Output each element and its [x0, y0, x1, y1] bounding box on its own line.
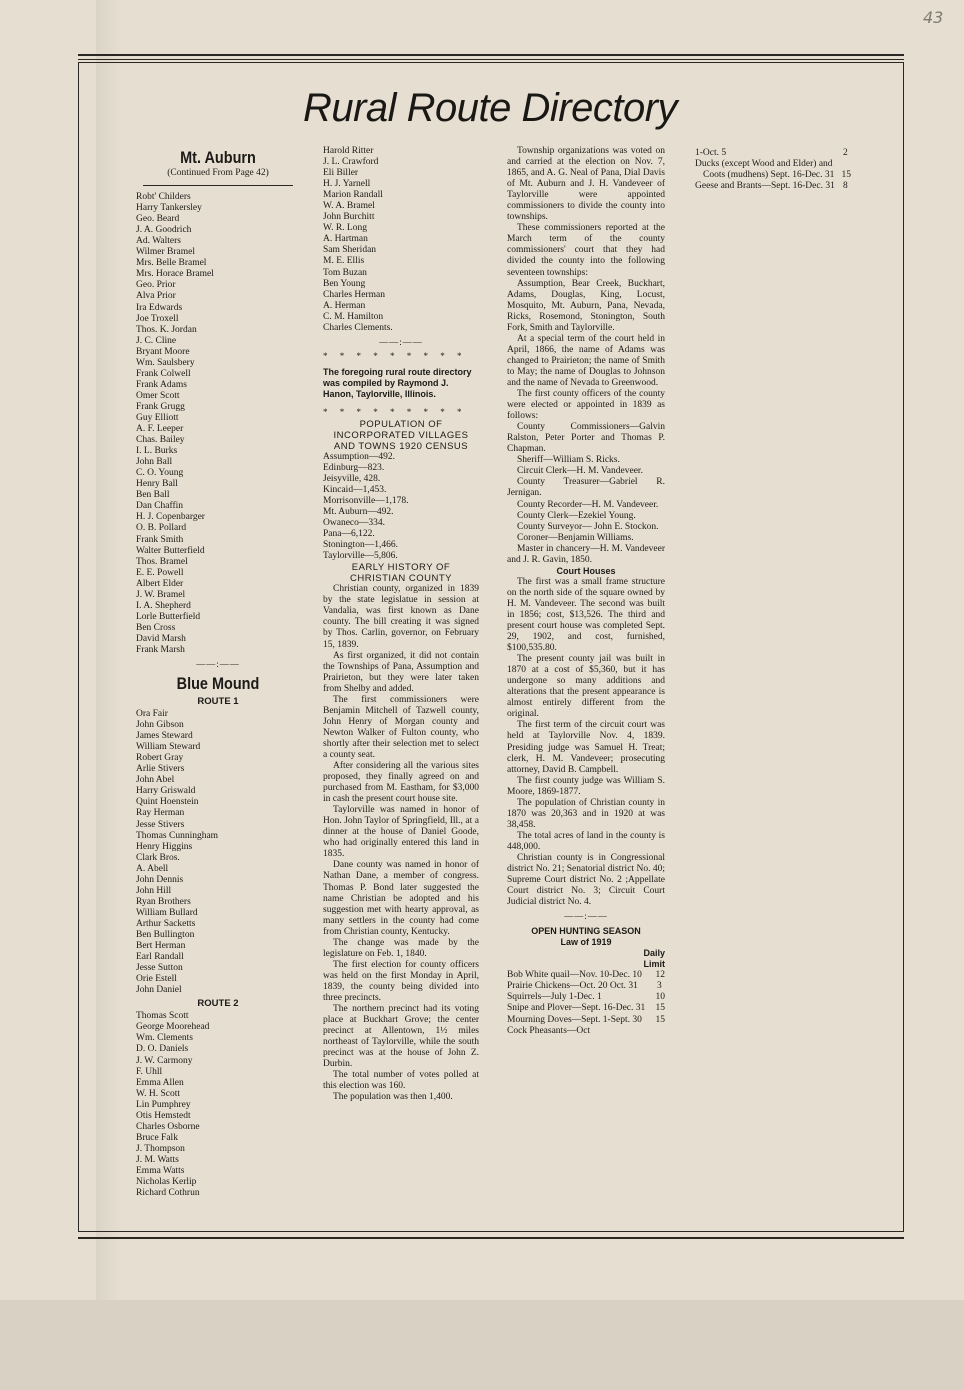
- resident-name: Charles Herman: [323, 289, 385, 300]
- resident-name: Robt' Childers: [136, 192, 191, 203]
- resident-name: Thos. Bramel: [136, 556, 188, 567]
- paragraph: After considering all the various sites proposed, they finally agreed on and purchased from M. Eastham, for $3,000 in cash the present court house site.: [323, 761, 479, 805]
- resident-name: A. F. Leeper: [136, 424, 184, 435]
- divider: [143, 185, 293, 186]
- paragraph: The northern precinct had its voting place at Buckhart Grove; the center precinct at Allentown, 1½ miles northeast of Taylorville, while the south precinct was at the house of John Z. Durbin.: [323, 1004, 479, 1070]
- route-1-label: ROUTE 1: [197, 696, 239, 708]
- resident-name: Geo. Prior: [136, 280, 176, 291]
- resident-name: William Steward: [136, 742, 201, 753]
- resident-name: Dan Chaffin: [136, 501, 184, 512]
- daily-limit-value: 15: [655, 1014, 665, 1025]
- resident-name: John Daniel: [136, 985, 182, 996]
- resident-name: John Hill: [136, 885, 172, 896]
- resident-name: Orie Estell: [136, 974, 177, 985]
- resident-name: Alva Prior: [136, 291, 176, 302]
- resident-name: Lorle Butterfield: [136, 611, 201, 622]
- daily-limit-value: 10: [655, 992, 665, 1003]
- resident-name: Frank Smith: [136, 534, 184, 545]
- hunting-entry: [507, 1015, 665, 1026]
- resident-name: Wilmer Bramel: [136, 247, 195, 258]
- top-rule: [78, 54, 904, 56]
- resident-name: Ben Cross: [136, 622, 176, 633]
- paragraph: At a special term of the court held in April, 1866, the name of Adams was changed to Prairieton; the name of Smith to May; the name of Douglas to Johnson and the name of Nevada to Greenwood.: [507, 333, 665, 388]
- resident-name: M. E. Ellis: [323, 256, 365, 267]
- resident-name: Richard Cothrun: [136, 1188, 200, 1199]
- resident-name: J. A. Goodrich: [136, 225, 192, 236]
- page-title: Rural Route Directory: [302, 86, 678, 130]
- history-text: [323, 584, 479, 1103]
- population-heading: POPULATION OF INCORPORATED VILLAGES AND TOWNS 1920 CENSUS: [333, 418, 469, 452]
- resident-name: Marion Randall: [323, 190, 383, 201]
- paragraph: The first commissioners were Benjamin Mitchell of Tazwell county, John Henry of Morgan county and Newton Walker of Fulton county, who shortly after their selection met to select a county seat.: [323, 694, 479, 760]
- population-entry: Mt. Auburn—492.: [323, 507, 394, 518]
- resident-name: W. A. Bramel: [323, 201, 375, 212]
- resident-name: Henry Higgins: [136, 841, 193, 852]
- resident-name: I. A. Shepherd: [136, 600, 191, 611]
- population-entry: Stonington—1,466.: [323, 540, 398, 551]
- resident-name: O. B. Pollard: [136, 523, 187, 534]
- hunting-entry: Prairie Chickens—Oct. 20 Oct. 31 3: [507, 981, 662, 992]
- hunting-entry-text: Cock Pheasants—Oct: [507, 1025, 591, 1036]
- resident-name: George Moorehead: [136, 1022, 210, 1033]
- hunting-heading: OPEN HUNTING SEASON: [531, 926, 641, 937]
- hunting-entry-text: Squirrels—July 1-Dec. 1: [507, 992, 602, 1003]
- resident-name: Clark Bros.: [136, 852, 180, 863]
- paragraph: The population was then 1,400.: [333, 1092, 453, 1103]
- resident-name: Quint Hoenstein: [136, 797, 199, 808]
- resident-name: John Burchitt: [323, 212, 375, 223]
- daily-limit-header-1: Daily: [643, 948, 665, 959]
- paragraph: The first term of the circuit court was held at Taylorville Nov. 4, 1839. Presiding judge was Samuel H. Treat; clerk, H. M. Vandeveer; prosecuting attorney, David B. Campbell.: [507, 720, 665, 775]
- resident-name: C. O. Young: [136, 468, 184, 479]
- population-entry: Owaneco—334.: [323, 518, 385, 529]
- resident-name: Walter Butterfield: [136, 545, 205, 556]
- paragraph: County Clerk—Ezekiel Young.: [517, 510, 636, 521]
- daily-limit-header-2: Limit: [643, 959, 665, 970]
- separator: ——:——: [379, 336, 423, 347]
- resident-name: H. J. Yarnell: [323, 179, 371, 190]
- paragraph: The first was a small frame structure on the north side of the square owned by H. M. Vandeveer. The second was built in 1856; cost, $13,526. The third and present court house was completed Sept. 29, 1902, and cost, furnished, $100,535.80.: [507, 576, 665, 654]
- resident-name: Arthur Sacketts: [136, 918, 196, 929]
- resident-name: Thos. K. Jordan: [136, 324, 197, 335]
- paragraph: Assumption, Bear Creek, Buckhart, Adams, Douglas, King, Locust, Mosquito, Mt. Auburn, Pana, Nevada, Ricks, Rosemond, Stonington, South Fork, Smith and Taylorville.: [507, 278, 665, 333]
- resident-name: W. H. Scott: [136, 1088, 180, 1099]
- resident-name: Guy Elliott: [136, 412, 179, 423]
- separator: ——:——: [564, 911, 608, 922]
- population-entry: Morrisonville—1,178.: [323, 495, 409, 506]
- resident-name: William Bullard: [136, 907, 198, 918]
- resident-name: J. C. Cline: [136, 335, 177, 346]
- resident-name: Geo. Beard: [136, 214, 180, 225]
- resident-name: Ryan Brothers: [136, 896, 191, 907]
- paragraph: County Commissioners—Galvin Ralston, Peter Porter and Thomas P. Chapman.: [507, 422, 665, 455]
- resident-name: Frank Grugg: [136, 401, 185, 412]
- route-2-name-list: [136, 1011, 300, 1199]
- resident-name: Arlie Stivers: [136, 764, 185, 775]
- resident-name: Joe Troxell: [136, 313, 179, 324]
- resident-name: Ora Fair: [136, 709, 168, 720]
- resident-name: Frank Adams: [136, 379, 187, 390]
- resident-name: Earl Randall: [136, 952, 184, 963]
- resident-name: Harry Tankersley: [136, 203, 202, 214]
- hunting-entry: [507, 992, 665, 1003]
- resident-name: C. M. Hamilton: [323, 311, 384, 322]
- resident-name: John Gibson: [136, 720, 184, 731]
- resident-name: Ray Herman: [136, 808, 185, 819]
- resident-name: J. W. Bramel: [136, 589, 186, 600]
- resident-name: Ira Edwards: [136, 302, 183, 313]
- paragraph: County Surveyor— John E. Stockon.: [517, 521, 659, 532]
- paragraph: The first election for county officers was held on the first Monday in April, 1839, the county being divided into three precincts.: [323, 959, 479, 1003]
- resident-name: Albert Elder: [136, 578, 184, 589]
- resident-name: Emma Allen: [136, 1077, 184, 1088]
- hunting-season-list-continued: [695, 148, 851, 192]
- hunting-entry: [695, 159, 851, 181]
- hunting-entry-text: Geese and Brants—Sept. 16-Dec. 31: [695, 181, 835, 192]
- hunting-entry-text: Ducks (except Wood and Elder) and Coots (mudhens) Sept. 16-Dec. 31: [695, 159, 835, 181]
- population-entry: Pana—6,122.: [323, 529, 375, 540]
- resident-name: J. L. Crawford: [323, 157, 379, 168]
- section-heading-mt-auburn: Mt. Auburn: [180, 148, 256, 167]
- resident-name: Robert Gray: [136, 753, 184, 764]
- paragraph: Taylorville was named in honor of Hon. John Taylor of Springfield, Ill., at a dinner at the house of Daniel Goode, who had originally entered this land in 1835.: [323, 805, 479, 860]
- resident-name: A. Hartman: [323, 234, 368, 245]
- resident-name: A. Herman: [323, 300, 366, 311]
- resident-name: A. Abell: [136, 863, 169, 874]
- paragraph: Township organizations was voted on and carried at the election on Nov. 7, 1865, and A. G. Neal of Pana, Dial Davis of Mt. Auburn and J. H. Vandeveer of Taylorville were appointed commissioners to divide the county into townships.: [507, 146, 665, 223]
- court-houses-text: [507, 577, 665, 908]
- star-border-top: * * * * * * * * *: [323, 350, 467, 361]
- paragraph: The present county jail was built in 1870 at a cost of $5,360, but it has undergone so many additions and alterations that the present appearance is almost entirely different from the original.: [507, 654, 665, 720]
- resident-name: Nicholas Kerlip: [136, 1177, 197, 1188]
- paragraph: The change was made by the legislature on Feb. 1, 1840.: [323, 937, 479, 959]
- court-houses-heading: Court Houses: [556, 565, 616, 576]
- resident-name: Charles Osborne: [136, 1121, 200, 1132]
- hunting-entry: [507, 1003, 665, 1014]
- resident-name: Harold Ritter: [323, 146, 374, 156]
- resident-name: Ad. Walters: [136, 236, 181, 247]
- daily-limit-value: 15: [841, 170, 851, 181]
- resident-name: E. E. Powell: [136, 567, 184, 578]
- history-heading: EARLY HISTORY OF CHRISTIAN COUNTY: [350, 562, 452, 585]
- resident-name: Bert Herman: [136, 941, 186, 952]
- resident-name: Eli Biller: [323, 168, 359, 179]
- hunting-entry: [507, 970, 665, 981]
- resident-name: I. L. Burks: [136, 446, 178, 457]
- resident-name: Sam Sheridan: [323, 245, 377, 256]
- hunting-entry: [507, 1026, 665, 1037]
- resident-name: David Marsh: [136, 633, 186, 644]
- continued-name-list: [323, 146, 479, 334]
- resident-name: J. M. Watts: [136, 1154, 179, 1165]
- resident-name: John Ball: [136, 457, 173, 468]
- paragraph: The first county judge was William S. Moore, 1869-1877.: [507, 775, 665, 797]
- population-entry: Edinburg—823.: [323, 462, 385, 473]
- resident-name: Charles Clements.: [323, 322, 393, 333]
- population-entry: Assumption—492.: [323, 451, 396, 462]
- hunting-entry-text: Mourning Doves—Sept. 1-Sept. 30: [507, 1014, 642, 1025]
- resident-name: Tom Buzan: [323, 267, 367, 278]
- column-3: [507, 146, 665, 1037]
- paragraph: The total acres of land in the county is 448,000.: [507, 830, 665, 852]
- resident-name: Otis Hemstedt: [136, 1110, 191, 1121]
- paragraph: These commissioners reported at the March term of the county commissioners' court that they had divided the county into the following seventeen townships:: [507, 223, 665, 278]
- resident-name: Harry Griswald: [136, 786, 196, 797]
- resident-name: Wm. Clements: [136, 1033, 193, 1044]
- resident-name: Thomas Scott: [136, 1011, 189, 1022]
- bottom-rule: [78, 1237, 904, 1239]
- column-1: [136, 148, 300, 1199]
- continued-note: (Continued From Page 42): [167, 168, 269, 178]
- resident-name: John Dennis: [136, 874, 184, 885]
- resident-name: D. O. Daniels: [136, 1044, 189, 1055]
- population-entry: Jeisyville, 428.: [323, 473, 381, 484]
- hunting-entry-text: Prairie Chickens—Oct. 20 Oct. 31: [507, 981, 638, 992]
- resident-name: Chas. Bailey: [136, 435, 185, 446]
- paragraph: The total number of votes polled at this election was 160.: [323, 1070, 479, 1092]
- paragraph: The population of Christian county in 1870 was 20,363 and in 1920 at was 38,458.: [507, 797, 665, 830]
- column-2: [323, 146, 479, 1103]
- route-2-label: ROUTE 2: [197, 998, 239, 1010]
- resident-name: John Abel: [136, 775, 175, 786]
- resident-name: Ben Ball: [136, 490, 170, 501]
- population-entry: Taylorville—5,806.: [323, 551, 398, 562]
- paragraph: County Treasurer—Gabriel R. Jernigan.: [507, 477, 665, 499]
- paragraph: As first organized, it did not contain the Townships of Pana, Assumption and Prairieton, but they were later taken from Shelby and added.: [323, 650, 479, 694]
- paragraph: Sheriff—William S. Ricks.: [517, 455, 620, 466]
- hunting-season-list: [507, 970, 665, 1036]
- compiler-notice: The foregoing rural route directory was compiled by Raymond J. Hanon, Taylorville, Illinois.: [323, 366, 472, 399]
- hunting-entry: Geese and Brants—Sept. 16-Dec. 31 8: [695, 181, 848, 192]
- resident-name: Emma Watts: [136, 1165, 185, 1176]
- paragraph: Coroner—Benjamin Williams.: [517, 532, 634, 543]
- resident-name: Bruce Falk: [136, 1132, 178, 1143]
- paragraph: Dane county was named in honor of Nathan Dane, a member of congress. Thomas P. Bond later suggested the name Christian be adopted and his suggestion met with hearty approval, as many settlers in the county had come from Christian county, Kentucky.: [323, 860, 479, 937]
- resident-name: F. Uhll: [136, 1066, 163, 1077]
- paragraph: The first county officers of the county were elected or appointed in 1839 as follows:: [507, 389, 665, 422]
- resident-name: Thomas Cunningham: [136, 830, 219, 841]
- resident-name: Wm. Saulsbery: [136, 357, 195, 368]
- resident-name: Mrs. Belle Bramel: [136, 258, 207, 269]
- star-border-bottom: * * * * * * * * *: [323, 406, 467, 417]
- paragraph: Christian county is in Congressional district No. 21; Senatorial district No. 40; Supreme Court district No. 2 ;Appellate Court district No. 3; Circuit Court Judicial district No. 4.: [507, 853, 665, 908]
- township-text: [507, 146, 665, 566]
- resident-name: Frank Colwell: [136, 368, 191, 379]
- handwritten-page-number: 43: [923, 8, 944, 27]
- resident-name: W. R. Long: [323, 223, 367, 234]
- top-rule-thin: [78, 59, 904, 60]
- resident-name: Jesse Stivers: [136, 819, 185, 830]
- resident-name: Bryant Moore: [136, 346, 190, 357]
- column-4: [695, 148, 851, 192]
- population-entry: Kincaid—1,453.: [323, 484, 387, 495]
- paragraph: Christian county, organized in 1839 by the state legislatue in session at Vandalia, was first known as Dane county. The bill creating it was signed by Thos. Carlin, governor, on February 15, 1839.: [323, 584, 479, 650]
- resident-name: Lin Pumphrey: [136, 1099, 191, 1110]
- daily-limit-value: 12: [655, 970, 665, 981]
- resident-name: Jesse Sutton: [136, 963, 183, 974]
- hunting-entry-text: Snipe and Plover—Sept. 16-Dec. 31: [507, 1003, 646, 1014]
- resident-name: Ben Bullington: [136, 930, 195, 940]
- daily-limit-value: 15: [655, 1003, 665, 1014]
- section-heading-blue-mound: Blue Mound: [176, 674, 260, 694]
- paragraph: Circuit Clerk—H. M. Vandeveer.: [517, 466, 643, 477]
- resident-name: Frank Marsh: [136, 644, 185, 655]
- resident-name: H. J. Copenbarger: [136, 512, 205, 523]
- resident-name: Ben Young: [323, 278, 366, 289]
- route-1-name-list: [136, 709, 300, 996]
- hunting-entry-text: Bob White quail—Nov. 10-Dec. 10: [507, 970, 642, 981]
- hunting-entry: 1-Oct. 5 2: [695, 148, 848, 158]
- separator: ——:——: [196, 659, 240, 670]
- hunting-law-year: Law of 1919: [560, 937, 612, 948]
- paragraph: Master in chancery—H. M. Vandeveer and J. R. Gavin, 1850.: [507, 543, 665, 565]
- population-list: [323, 452, 479, 562]
- resident-name: Mrs. Horace Bramel: [136, 269, 214, 280]
- resident-name: Henry Ball: [136, 479, 178, 490]
- resident-name: J. W. Carmony: [136, 1055, 193, 1066]
- resident-name: James Steward: [136, 731, 193, 742]
- resident-name: Omer Scott: [136, 390, 180, 401]
- mt-auburn-name-list: [136, 192, 300, 656]
- paragraph: County Recorder—H. M. Vandeveer.: [517, 499, 659, 510]
- hunting-entry-text: 1-Oct. 5: [695, 148, 727, 158]
- resident-name: J. Thompson: [136, 1143, 185, 1154]
